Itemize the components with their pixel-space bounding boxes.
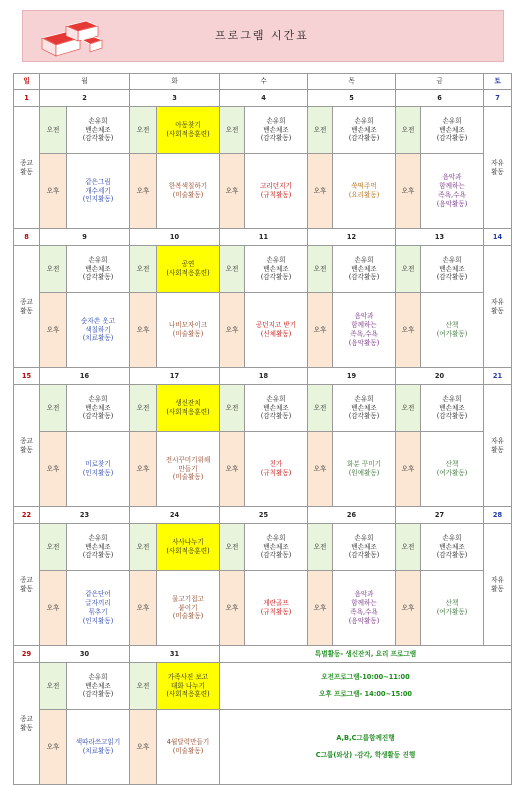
date-number: 20: [396, 368, 484, 385]
am-label: 오전: [220, 385, 245, 432]
pm-label: 오후: [130, 710, 157, 785]
morning-activity: 손유희 밴손체조 (감각활동): [421, 107, 484, 154]
date-row: [14, 229, 512, 246]
am-label: 오전: [308, 246, 333, 293]
am-label: 오전: [396, 385, 421, 432]
morning-activity: 손유희 밴손체조 (감각활동): [67, 663, 130, 710]
afternoon-activity: 전시꾸미기위해 만들기 (미술활동): [157, 432, 220, 507]
pm-label: 오후: [396, 571, 421, 646]
weekday-fri: 금: [396, 74, 484, 90]
date-number: 6: [396, 90, 484, 107]
morning-activity: 손유희 밴손체조 (감각활동): [67, 107, 130, 154]
afternoon-activity: 4월달력만들기 (미술활동): [157, 710, 220, 785]
sunday-activity: 종교 활동: [14, 524, 40, 646]
afternoon-activity: 색따라쓰고읽기 (치료활동): [67, 710, 130, 785]
pm-label: 오후: [40, 293, 67, 368]
weekday-sat: 토: [484, 74, 512, 90]
am-label: 오전: [130, 385, 157, 432]
schedule-times-note: 오전프로그램-10:00~11:00 오후 프로그램- 14:00~15:00: [220, 663, 512, 710]
weekday-sun: 일: [14, 74, 40, 90]
group-note: A,B,C그룹함께진행 C그룹(와상) -감각, 학생활동 진행: [220, 710, 512, 785]
morning-activity: 손유희 밴손체조 (감각활동): [67, 385, 130, 432]
am-label: 오전: [308, 107, 333, 154]
date-sat: 7: [484, 90, 512, 107]
morning-activity: 아동찾기 (사회적응훈련): [157, 107, 220, 154]
pm-label: 오후: [308, 293, 333, 368]
pm-label: 오후: [130, 432, 157, 507]
date-sun: 22: [14, 507, 40, 524]
date-number: 31: [130, 646, 220, 663]
morning-row: [14, 385, 512, 432]
am-label: 오전: [396, 246, 421, 293]
date-number: 30: [40, 646, 130, 663]
afternoon-activity: 산책 (여가활동): [421, 432, 484, 507]
afternoon-activity: 한복색칠하기 (미술활동): [157, 154, 220, 229]
pm-label: 오후: [220, 432, 245, 507]
date-sun: 29: [14, 646, 40, 663]
date-number: 17: [130, 368, 220, 385]
sunday-activity: 종교 활동: [14, 385, 40, 507]
weekday-mon: 월: [40, 74, 130, 90]
date-row: [14, 646, 512, 663]
sunday-activity: 종교 활동: [14, 246, 40, 368]
saturday-activity: 자유 활동: [484, 385, 512, 507]
am-label: 오전: [308, 385, 333, 432]
pm-label: 오후: [308, 154, 333, 229]
am-label: 오전: [130, 663, 157, 710]
afternoon-activity: 나비모자이크 (미술활동): [157, 293, 220, 368]
date-number: 24: [130, 507, 220, 524]
morning-activity: 손유희 밴손체조 (감각활동): [67, 246, 130, 293]
afternoon-row: [14, 154, 512, 229]
morning-row: [14, 524, 512, 571]
afternoon-activity: 음악과 함께하는 족욕,수욕 (음악활동): [333, 293, 396, 368]
pm-label: 오후: [220, 293, 245, 368]
afternoon-activity: 음악과 함께하는 족욕,수욕 (음악활동): [333, 571, 396, 646]
sunday-activity: 종교 활동: [14, 663, 40, 785]
am-label: 오전: [308, 524, 333, 571]
date-number: 19: [308, 368, 396, 385]
am-label: 오전: [396, 107, 421, 154]
date-number: 12: [308, 229, 396, 246]
pm-label: 오후: [396, 293, 421, 368]
afternoon-activity: 쑥떡주먹 (요리활동): [333, 154, 396, 229]
date-sun: 8: [14, 229, 40, 246]
date-row: [14, 507, 512, 524]
morning-activity: 손유희 밴손체조 (감각활동): [67, 524, 130, 571]
pm-label: 오후: [130, 293, 157, 368]
schedule-calendar: [13, 73, 512, 785]
morning-activity: 손유희 밴손체조 (감각활동): [245, 107, 308, 154]
am-label: 오전: [40, 663, 67, 710]
date-number: 4: [220, 90, 308, 107]
afternoon-activity: 숫자쓴 옷고 색칠하기 (치료활동): [67, 293, 130, 368]
am-label: 오전: [220, 107, 245, 154]
am-label: 오전: [220, 524, 245, 571]
pm-label: 오후: [40, 571, 67, 646]
morning-activity: 손유희 밴손체조 (감각활동): [245, 524, 308, 571]
morning-activity: 손유희 밴손체조 (감각활동): [333, 107, 396, 154]
pm-label: 오후: [220, 154, 245, 229]
date-number: 18: [220, 368, 308, 385]
morning-activity: 손유희 밴손체조 (감각활동): [333, 385, 396, 432]
morning-activity: 손유희 밴손체조 (감각활동): [245, 385, 308, 432]
afternoon-activity: 미로찾기 (인지활동): [67, 432, 130, 507]
date-number: 23: [40, 507, 130, 524]
afternoon-row: [14, 293, 512, 368]
morning-activity: 손유희 밴손체조 (감각활동): [421, 246, 484, 293]
date-row: [14, 90, 512, 107]
afternoon-activity: 친가 (규칙활동): [245, 432, 308, 507]
afternoon-activity: 물고기접고 붙이기 (미술활동): [157, 571, 220, 646]
special-activity-note: 특별활동- 생신잔치, 요리 프로그램: [220, 646, 512, 663]
am-label: 오전: [220, 246, 245, 293]
morning-activity: 손유희 밴손체조 (감각활동): [421, 524, 484, 571]
weekday-wed: 수: [220, 74, 308, 90]
afternoon-activity: 산책 (여가활동): [421, 293, 484, 368]
saturday-activity: 자유 활동: [484, 246, 512, 368]
morning-activity: 공연 (사회적응훈련): [157, 246, 220, 293]
morning-activity: 손유희 밴손체조 (감각활동): [245, 246, 308, 293]
afternoon-activity: 공던지고 받기 (신체활동): [245, 293, 308, 368]
pm-label: 오후: [396, 432, 421, 507]
date-number: 27: [396, 507, 484, 524]
afternoon-activity: 같은그림 개수세기 (인지활동): [67, 154, 130, 229]
afternoon-row: [14, 571, 512, 646]
afternoon-activity: 음악과 함께하는 족욕,수욕 (음악활동): [421, 154, 484, 229]
date-number: 11: [220, 229, 308, 246]
date-number: 10: [130, 229, 220, 246]
pm-label: 오후: [40, 710, 67, 785]
sunday-activity: 종교 활동: [14, 107, 40, 229]
date-row: [14, 368, 512, 385]
date-number: 3: [130, 90, 220, 107]
pm-label: 오후: [396, 154, 421, 229]
pm-label: 오후: [40, 154, 67, 229]
am-label: 오전: [130, 524, 157, 571]
weekday-header-row: [14, 74, 512, 90]
morning-activity: 가족사진 보고 대화 나누기 (사회적응훈련): [157, 663, 220, 710]
pm-label: 오후: [308, 432, 333, 507]
afternoon-row: [14, 710, 512, 785]
morning-activity: 생신잔치 (사회적응훈련): [157, 385, 220, 432]
pm-label: 오후: [220, 571, 245, 646]
saturday-activity: 자유 활동: [484, 524, 512, 646]
date-sun: 15: [14, 368, 40, 385]
morning-activity: 사사나누기 (사회적응훈련): [157, 524, 220, 571]
pm-label: 오후: [40, 432, 67, 507]
date-sat: 21: [484, 368, 512, 385]
date-number: 26: [308, 507, 396, 524]
date-number: 9: [40, 229, 130, 246]
weekday-tue: 화: [130, 74, 220, 90]
am-label: 오전: [130, 107, 157, 154]
am-label: 오전: [130, 246, 157, 293]
morning-row: [14, 246, 512, 293]
date-number: 2: [40, 90, 130, 107]
date-number: 16: [40, 368, 130, 385]
date-sat: 28: [484, 507, 512, 524]
afternoon-activity: 산책 (여가활동): [421, 571, 484, 646]
pm-label: 오후: [308, 571, 333, 646]
pm-label: 오후: [130, 154, 157, 229]
morning-row: [14, 107, 512, 154]
weekday-thu: 목: [308, 74, 396, 90]
am-label: 오전: [40, 246, 67, 293]
date-number: 5: [308, 90, 396, 107]
afternoon-activity: 고리던지기 (규칙활동): [245, 154, 308, 229]
morning-activity: 손유희 밴손체조 (감각활동): [333, 246, 396, 293]
date-sun: 1: [14, 90, 40, 107]
morning-activity: 손유희 밴손체조 (감각활동): [421, 385, 484, 432]
morning-activity: 손유희 밴손체조 (감각활동): [333, 524, 396, 571]
date-number: 25: [220, 507, 308, 524]
afternoon-row: [14, 432, 512, 507]
date-sat: 14: [484, 229, 512, 246]
am-label: 오전: [40, 385, 67, 432]
morning-row: [14, 663, 512, 710]
date-number: 13: [396, 229, 484, 246]
afternoon-activity: 같은단어 글자끼리 묶추기 (인지활동): [67, 571, 130, 646]
am-label: 오전: [40, 107, 67, 154]
afternoon-activity: 화분 꾸미기 (원예활동): [333, 432, 396, 507]
page-title: 프로그램 시간표: [215, 29, 309, 42]
am-label: 오전: [40, 524, 67, 571]
pm-label: 오후: [130, 571, 157, 646]
am-label: 오전: [396, 524, 421, 571]
saturday-activity: 자유 활동: [484, 107, 512, 229]
afternoon-activity: 게란골프 (규칙활동): [245, 571, 308, 646]
